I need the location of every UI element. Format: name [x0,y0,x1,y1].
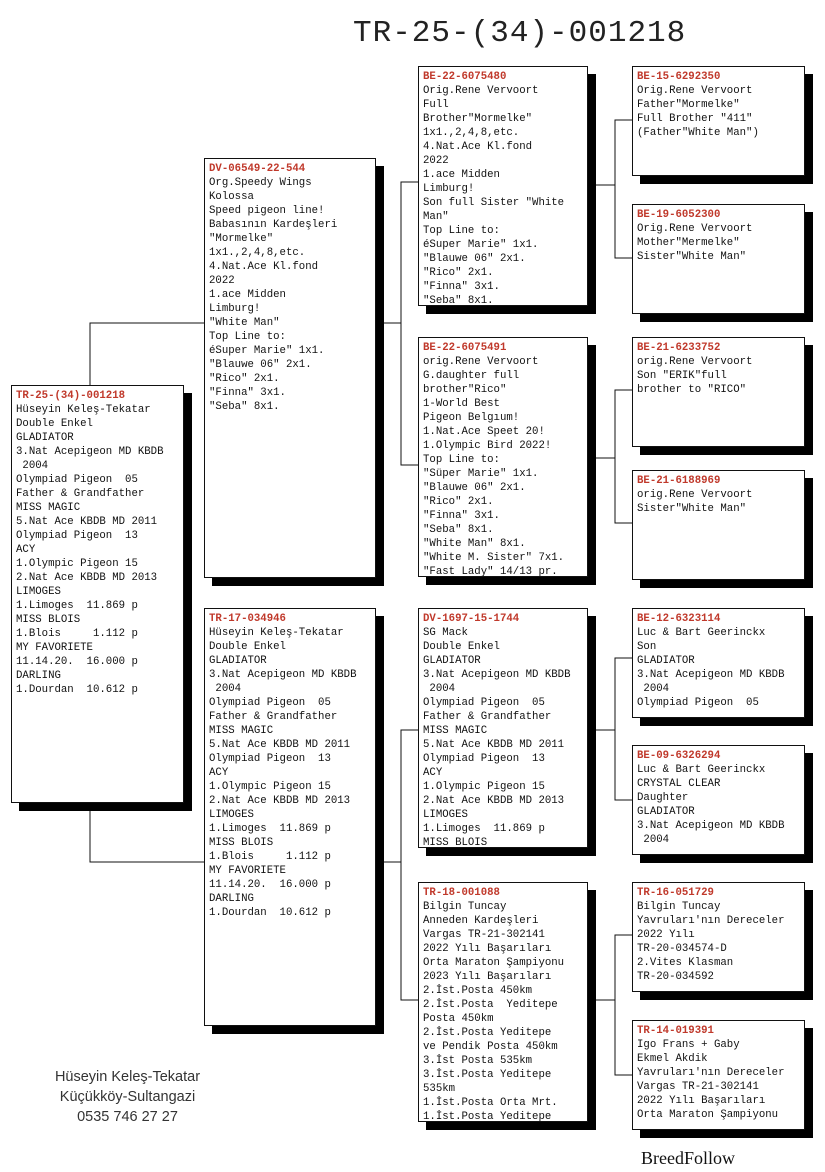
pedigree-text-line: 3.İst.Posta Yeditepe [423,1069,552,1081]
pedigree-text-line: TR-20-034574-D [637,943,727,955]
ring-number: BE-22-6075491 [423,342,507,354]
pedigree-text-line: ACY [423,767,443,779]
pedigree-text-line: 2.Nat Ace KBDB MD 2013 [423,795,565,807]
breeder-location: Küçükköy-Sultangazi [59,1089,196,1105]
pedigree-text-line: MISS BLOIS [209,837,274,849]
pedigree-text-line: éSuper Marie" 1x1. [209,345,325,357]
pedigree-text-line: Orta Maraton Şampiyonu [637,1109,779,1121]
pedigree-text-line: Son "ERIK"full [637,370,727,382]
pedigree-text-line: Orta Maraton Şampiyonu [423,957,565,969]
pedigree-text-line: 5.Nat Ace KBDB MD 2011 [209,739,351,751]
pedigree-text-line: 1.Limoges 11.869 p [16,600,138,612]
pedigree-text-line: "Rico" 2x1. [423,496,494,508]
connector-sire-to-parents [376,182,418,465]
pedigree-text-line: Vargas TR-21-302141 [637,1081,759,1093]
pedigree-text-line: 2.Nat Ace KBDB MD 2013 [209,795,351,807]
pedigree-text-line: 1-World Best [423,398,500,410]
connector-dam-to-parents [376,730,418,1000]
pedigree-text-line: LIMOGES [209,809,254,821]
pedigree-text-line: Son full Sister "White [423,197,565,209]
pedigree-text-line: "Süper Marie" 1x1. [423,468,539,480]
pedigree-text-line: Igo Frans + Gaby [637,1039,740,1051]
connector-g3b-to-parents [588,390,632,523]
ring-number: BE-19-6052300 [637,209,721,221]
pedigree-text-line: 4.Nat.Ace Kl.fond [209,261,319,273]
pedigree-text-line: Yavruları'nın Dereceler [637,1067,785,1079]
pedigree-text-line: 3.Nat Acepigeon MD KBDB [423,669,571,681]
pedigree-text-line: 1.ace Midden [423,169,500,181]
pedigree-text-line: 1.Blois 1.112 p [209,851,331,863]
pedigree-card-dam [204,608,376,1026]
pedigree-text-line: G.daughter full [423,370,520,382]
pedigree-text-line: Orig.Rene Vervoort [423,85,539,97]
pedigree-text-line: 4.Nat.Ace Kl.fond [423,141,533,153]
pedigree-text-line: Ekmel Akdik [637,1053,708,1065]
pedigree-text-line: 3.Nat Acepigeon MD KBDB [16,446,164,458]
pedigree-text-line: Olympiad Pigeon 13 [423,753,545,765]
pedigree-text-line: MISS MAGIC [423,725,488,737]
pedigree-text-line: 5.Nat Ace KBDB MD 2011 [16,516,158,528]
pedigree-text-line: "Seba" 8x1. [209,401,280,413]
pedigree-text-line: "Fast Lady" 14/13 pr. [423,566,558,577]
pedigree-text-line: Yavruları'nın Dereceler [637,915,785,927]
pedigree-text-line: LIMOGES [423,809,468,821]
pedigree-text-line: Bilgin Tuncay [637,901,721,913]
pedigree-text-line: MY FAVORIETE [16,642,93,654]
pedigree-text-line: 2004 [209,683,242,695]
pedigree-text-line: 11.14.20. 16.000 p [16,656,138,668]
pedigree-text-line: "White Man" 8x1. [423,538,526,550]
pedigree-text-line: Olympiad Pigeon 13 [209,753,331,765]
pedigree-text-line: Luc & Bart Geerinckx [637,627,766,639]
pedigree-text-line: Orig.Rene Vervoort [637,85,753,97]
pedigree-text-line: 3.İst Posta 535km [423,1055,533,1067]
pedigree-text-line: "Mormelke" [209,233,274,245]
pedigree-text-line: 1.Olympic Pigeon 15 [209,781,331,793]
breeder-phone: 0535 746 27 27 [77,1109,178,1125]
ring-number: BE-21-6233752 [637,342,721,354]
pedigree-card-g4-5 [632,608,805,718]
pedigree-text-line: "Blauwe 06" 2x1. [209,359,312,371]
pedigree-text-line: 2022 [423,155,449,167]
ring-number: BE-12-6323114 [637,613,721,625]
pedigree-text-line: Olympiad Pigeon 05 [423,697,545,709]
ring-number: TR-18-001088 [423,887,500,899]
pedigree-text-line: MISS BLOIS [16,614,81,626]
pedigree-text-line: éSuper Marie" 1x1. [423,239,539,251]
ring-number: BE-22-6075480 [423,71,507,83]
ring-number: TR-25-(34)-001218 [16,390,126,402]
pedigree-text-line: 2004 [637,683,670,695]
pedigree-text-line: Orig.Rene Vervoort [637,223,753,235]
pedigree-card-dam-sire [418,608,588,848]
pedigree-text-line: GLADIATOR [637,806,695,818]
pedigree-text-line: TR-20-034592 [637,971,714,983]
pedigree-text-line: Olympiad Pigeon 05 [209,697,331,709]
pedigree-card-sire [204,158,376,578]
pedigree-text-line: "Seba" 8x1. [423,295,494,306]
breeder-contact [35,1067,220,1127]
pedigree-text-line: Sister"White Man" [637,251,747,263]
pedigree-card-g4-4 [632,470,805,580]
pedigree-text-line: 1.ace Midden [209,289,286,301]
pedigree-text-line: Limburg! [209,303,261,315]
pedigree-text-line: "Seba" 8x1. [423,524,494,536]
pedigree-text-line: GLADIATOR [423,655,481,667]
connector-main-to-sire [90,323,204,385]
pedigree-text-line: GLADIATOR [209,655,267,667]
pedigree-text-line: 2023 Yılı Başarıları [423,971,552,983]
pedigree-text-line: DARLING [16,670,61,682]
pedigree-text-line: MY FAVORIETE [209,865,286,877]
pedigree-text-line: 1x1.,2,4,8,etc. [423,127,520,139]
pedigree-text-line: MISS MAGIC [209,725,274,737]
pedigree-text-line: Double Enkel [423,641,500,653]
pedigree-text-line: Father & Grandfather [209,711,338,723]
pedigree-card-g4-1 [632,66,805,176]
pedigree-text-line: Son [637,641,657,653]
pedigree-text-line: 3.Nat Acepigeon MD KBDB [209,669,357,681]
pedigree-text-line: Limburg! [423,183,475,195]
pedigree-text-line: Babasının Kardeşleri [209,219,338,231]
pedigree-text-line: MISS MAGIC [16,502,81,514]
ring-number: TR-17-034946 [209,613,286,625]
pedigree-text-line: Speed pigeon line! [209,205,325,217]
pedigree-text-line: ve Pendik Posta 450km [423,1041,558,1053]
pedigree-text-line: "Finna" 3x1. [209,387,286,399]
pedigree-text-line: 2004 [637,834,670,846]
pedigree-text-line: 2004 [16,460,49,472]
pedigree-text-line: Daughter [637,792,689,804]
pedigree-text-line: 2.İst.Posta Yeditepe [423,999,558,1011]
ring-number: TR-14-019391 [637,1025,714,1037]
pedigree-text-line: GLADIATOR [16,432,74,444]
pedigree-text-line: DARLING [209,893,254,905]
pedigree-card-g4-3 [632,337,805,447]
pedigree-text-line: Full Brother "411" [637,113,753,125]
pedigree-text-line: 1.Dourdan 10.612 p [16,684,138,696]
ring-number: DV-06549-22-544 [209,163,306,175]
pedigree-text-line: Double Enkel [209,641,286,653]
pedigree-card-dam-dam [418,882,588,1122]
pedigree-text-line: Man" [423,211,449,223]
pedigree-text-line: Sister"White Man" [637,503,747,515]
pedigree-text-line: Double Enkel [16,418,93,430]
pedigree-text-line: 1.Limoges 11.869 p [423,823,545,835]
pedigree-text-line: 1.Olympic Pigeon 15 [16,558,138,570]
pedigree-text-line: 535km [423,1083,456,1095]
pedigree-text-line: "Finna" 3x1. [423,510,500,522]
pedigree-text-line: Olympiad Pigeon 13 [16,530,138,542]
connector-g3c-to-parents [588,658,632,800]
pedigree-text-line: "Rico" 2x1. [209,373,280,385]
pedigree-card-g4-7 [632,882,805,992]
pedigree-text-line: orig.Rene Vervoort [637,489,753,501]
pedigree-text-line: 2004 [423,683,456,695]
pedigree-text-line: Hüseyin Keleş-Tekatar [16,404,151,416]
pedigree-text-line: "Finna" 3x1. [423,281,500,293]
pedigree-text-line: Vargas TR-21-302141 [423,929,545,941]
pedigree-text-line: Full [423,99,449,111]
pedigree-text-line: 1.Blois 1.112 p [16,628,138,640]
pedigree-text-line: GLADIATOR [637,655,695,667]
connector-g3a-to-parents [588,120,632,258]
connector-main-to-dam [90,803,204,862]
pedigree-text-line: Father & Grandfather [423,711,552,723]
breeder-name: Hüseyin Keleş-Tekatar [54,1069,201,1085]
pedigree-text-line: 2022 Yılı [637,929,695,941]
brand-logo-text: BreedFollow [641,1148,735,1168]
pedigree-text-line: 1.Nat.Ace Speet 20! [423,426,545,438]
pedigree-text-line: 11.14.20. 16.000 p [209,879,331,891]
pedigree-text-line: orig.Rene Vervoort [637,356,753,368]
pedigree-text-line: Top Line to: [423,454,500,466]
pedigree-text-line: 1.İst.Posta Yeditepe [423,1111,552,1122]
pedigree-text-line: "White Man" [209,317,280,329]
pedigree-card-g4-8 [632,1020,805,1130]
pedigree-text-line: Org.Speedy Wings [209,177,312,189]
pedigree-text-line: 1.Olympic Pigeon 15 [423,781,545,793]
pedigree-text-line: Olympiad Pigeon 05 [16,474,138,486]
pedigree-text-line: 2022 Yılı Başarıları [637,1095,766,1107]
pedigree-text-line: Top Line to: [423,225,500,237]
pedigree-text-line: Brother"Mormelke" [423,113,533,125]
pedigree-card-g4-2 [632,204,805,314]
pedigree-text-line: Anneden Kardeşleri [423,915,539,927]
pedigree-text-line: brother to "RICO" [637,384,747,396]
pedigree-text-line: MISS BLOIS [423,837,488,848]
connector-g3d-to-parents [588,935,632,1075]
pedigree-text-line: CRYSTAL CLEAR [637,778,721,790]
pedigree-text-line: Kolossa [209,191,254,203]
pedigree-card-sire-sire [418,66,588,306]
pedigree-text-line: brother"Rico" [423,384,507,396]
pedigree-text-line: "Blauwe 06" 2x1. [423,482,526,494]
pedigree-text-line: 2.İst.Posta Yeditepe [423,1027,552,1039]
pedigree-text-line: SG Mack [423,627,468,639]
pedigree-text-line: 3.Nat Acepigeon MD KBDB [637,820,785,832]
ring-number: BE-21-6188969 [637,475,721,487]
pedigree-card-main [11,385,184,803]
pedigree-text-line: 3.Nat Acepigeon MD KBDB [637,669,785,681]
pedigree-text-line: 5.Nat Ace KBDB MD 2011 [423,739,565,751]
pedigree-text-line: Father & Grandfather [16,488,145,500]
pedigree-text-line: "Rico" 2x1. [423,267,494,279]
pedigree-text-line: Hüseyin Keleş-Tekatar [209,627,344,639]
pedigree-text-line: ACY [16,544,36,556]
pedigree-text-line: 1.Dourdan 10.612 p [209,907,331,919]
pedigree-text-line: 2022 [209,275,235,287]
pedigree-text-line: Top Line to: [209,331,286,343]
ring-number: BE-09-6326294 [637,750,721,762]
pedigree-text-line: Bilgin Tuncay [423,901,507,913]
pedigree-card-sire-dam [418,337,588,577]
pedigree-text-line: "Blauwe 06" 2x1. [423,253,526,265]
pedigree-text-line: 1x1.,2,4,8,etc. [209,247,306,259]
pedigree-text-line: Olympiad Pigeon 05 [637,697,759,709]
pedigree-text-line: Father"Mormelke" [637,99,740,111]
pedigree-text-line: Mother"Mermelke" [637,237,740,249]
pedigree-text-line: 1.İst.Posta Orta Mrt. [423,1097,558,1109]
pedigree-text-line: "White M. Sister" 7x1. [423,552,565,564]
ring-number: TR-16-051729 [637,887,714,899]
pedigree-text-line: LIMOGES [16,586,61,598]
pedigree-text-line: 2.İst.Posta 450km [423,985,533,997]
pedigree-text-line: 1.Limoges 11.869 p [209,823,331,835]
pedigree-text-line: 1.Olympic Bird 2022! [423,440,552,452]
ring-number: BE-15-6292350 [637,71,721,83]
ring-number: DV-1697-15-1744 [423,613,520,625]
pedigree-text-line: Posta 450km [423,1013,494,1025]
pedigree-title: TR-25-(34)-001218 [353,16,687,51]
pedigree-text-line: ACY [209,767,229,779]
pedigree-text-line: (Father"White Man") [637,127,759,139]
pedigree-text-line: Pigeon Belgıum! [423,412,520,424]
pedigree-text-line: 2.Nat Ace KBDB MD 2013 [16,572,158,584]
pedigree-text-line: 2022 Yılı Başarıları [423,943,552,955]
pedigree-text-line: 2.Vites Klasman [637,957,734,969]
pedigree-text-line: Luc & Bart Geerinckx [637,764,766,776]
pedigree-card-g4-6 [632,745,805,855]
pedigree-text-line: orig.Rene Vervoort [423,356,539,368]
